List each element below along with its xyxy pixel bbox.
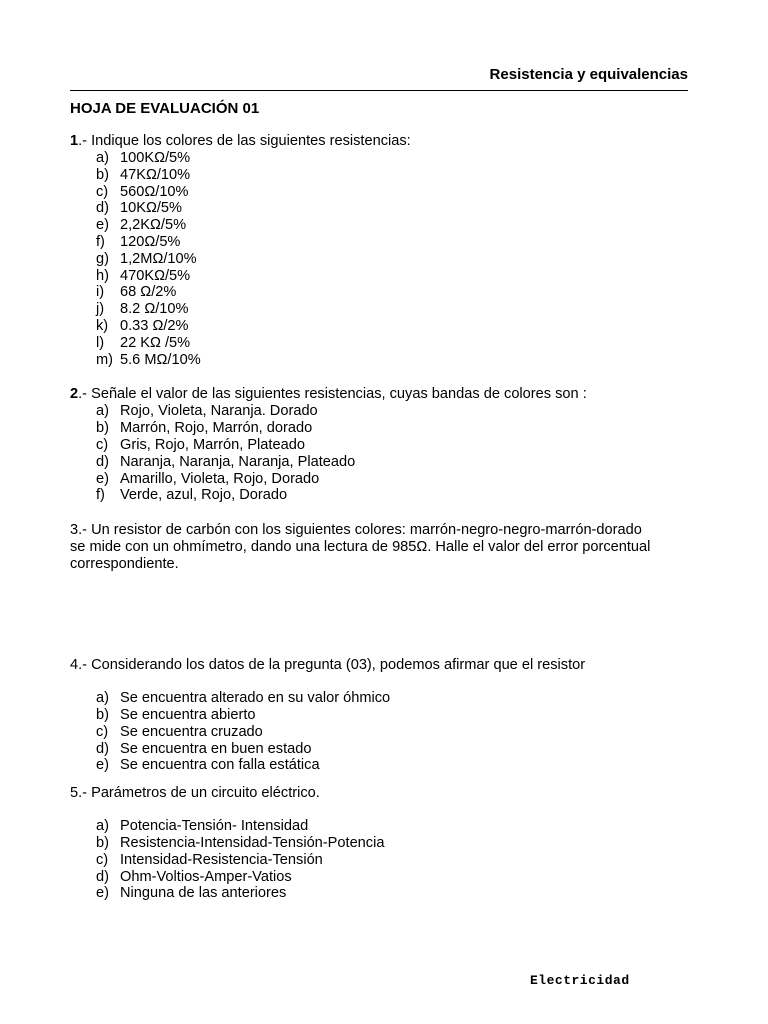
- list-item: d) Naranja, Naranja, Naranja, Plateado: [96, 453, 356, 470]
- list-item: b) Resistencia-Intensidad-Tensión-Potencia: [96, 834, 385, 851]
- list-item: c) Se encuentra cruzado: [96, 723, 263, 740]
- question-number: 2: [70, 386, 79, 403]
- question-1: [70, 133, 710, 368]
- list-item: d) Ohm-Voltios-Amper-Vatios: [96, 868, 292, 885]
- question-2: [70, 386, 710, 504]
- list-item: b) Marrón, Rojo, Marrón, dorado: [96, 420, 313, 437]
- document-body: [70, 100, 710, 902]
- list-item: c) Intensidad-Resistencia-Tensión: [96, 851, 323, 868]
- list-item: a) Rojo, Violeta, Naranja. Dorado: [96, 403, 318, 420]
- question-5-options: [70, 818, 710, 902]
- list-item: h) 470KΩ/5%: [96, 267, 191, 284]
- question-2-options: [70, 403, 710, 504]
- list-item: e) Ninguna de las anteriores: [96, 885, 287, 902]
- list-item: d) 10KΩ/5%: [96, 200, 183, 217]
- list-item: f) Verde, azul, Rojo, Dorado: [96, 487, 288, 504]
- question-prompt: .- Indique los colores de las siguientes resistencias:: [78, 133, 411, 149]
- question-2-text: [70, 386, 710, 403]
- page-footer: Electricidad: [530, 973, 630, 988]
- document-title: HOJA DE EVALUACIÓN 01: [70, 100, 260, 117]
- list-item: j) 8.2 Ω/10%: [96, 301, 189, 318]
- list-item: k) 0.33 Ω/2%: [96, 317, 189, 334]
- question-1-text: [70, 133, 710, 150]
- question-5-text: 5.- Parámetros de un circuito eléctrico.: [70, 785, 320, 802]
- list-item: e) Se encuentra con falla estática: [96, 757, 320, 774]
- question-1-options: [70, 150, 710, 368]
- question-3: [70, 522, 710, 573]
- question-number: 1: [70, 133, 79, 149]
- list-item: a) 100KΩ/5%: [96, 150, 191, 166]
- question-4-text: 4.- Considerando los datos de la pregunta (03), podemos afirmar que el resistor: [70, 657, 586, 674]
- list-item: g) 1,2MΩ/10%: [96, 250, 197, 267]
- question-4: [70, 657, 710, 774]
- list-item: a) Se encuentra alterado en su valor óhmico: [96, 690, 391, 707]
- question-3-line-3: correspondiente.: [70, 556, 179, 573]
- list-item: f) 120Ω/5%: [96, 233, 181, 250]
- list-item: b) Se encuentra abierto: [96, 706, 256, 723]
- list-item: l) 22 KΩ /5%: [96, 334, 191, 351]
- list-item: i) 68 Ω/2%: [96, 284, 177, 301]
- list-item: a) Potencia-Tensión- Intensidad: [96, 818, 309, 835]
- list-item: d) Se encuentra en buen estado: [96, 740, 312, 757]
- question-3-line-1: 3.- Un resistor de carbón con los siguientes colores: marrón-negro-negro-marrón-dorado: [70, 522, 642, 539]
- list-item: b) 47KΩ/10%: [96, 166, 191, 183]
- page-header: Resistencia y equivalencias: [70, 66, 688, 91]
- list-item: c) Gris, Rojo, Marrón, Plateado: [96, 436, 305, 453]
- list-item: e) 2,2KΩ/5%: [96, 217, 187, 234]
- question-3-line-2: se mide con un ohmímetro, dando una lectura de 985Ω. Halle el valor del error porcentual: [70, 539, 651, 556]
- list-item: e) Amarillo, Violeta, Rojo, Dorado: [96, 470, 320, 487]
- question-4-options: [70, 690, 710, 774]
- list-item: c) 560Ω/10%: [96, 183, 189, 200]
- question-prompt: .- Señale el valor de las siguientes resistencias, cuyas bandas de colores son :: [78, 386, 587, 403]
- question-5: [70, 785, 710, 902]
- list-item: m) 5.6 MΩ/10%: [96, 351, 201, 368]
